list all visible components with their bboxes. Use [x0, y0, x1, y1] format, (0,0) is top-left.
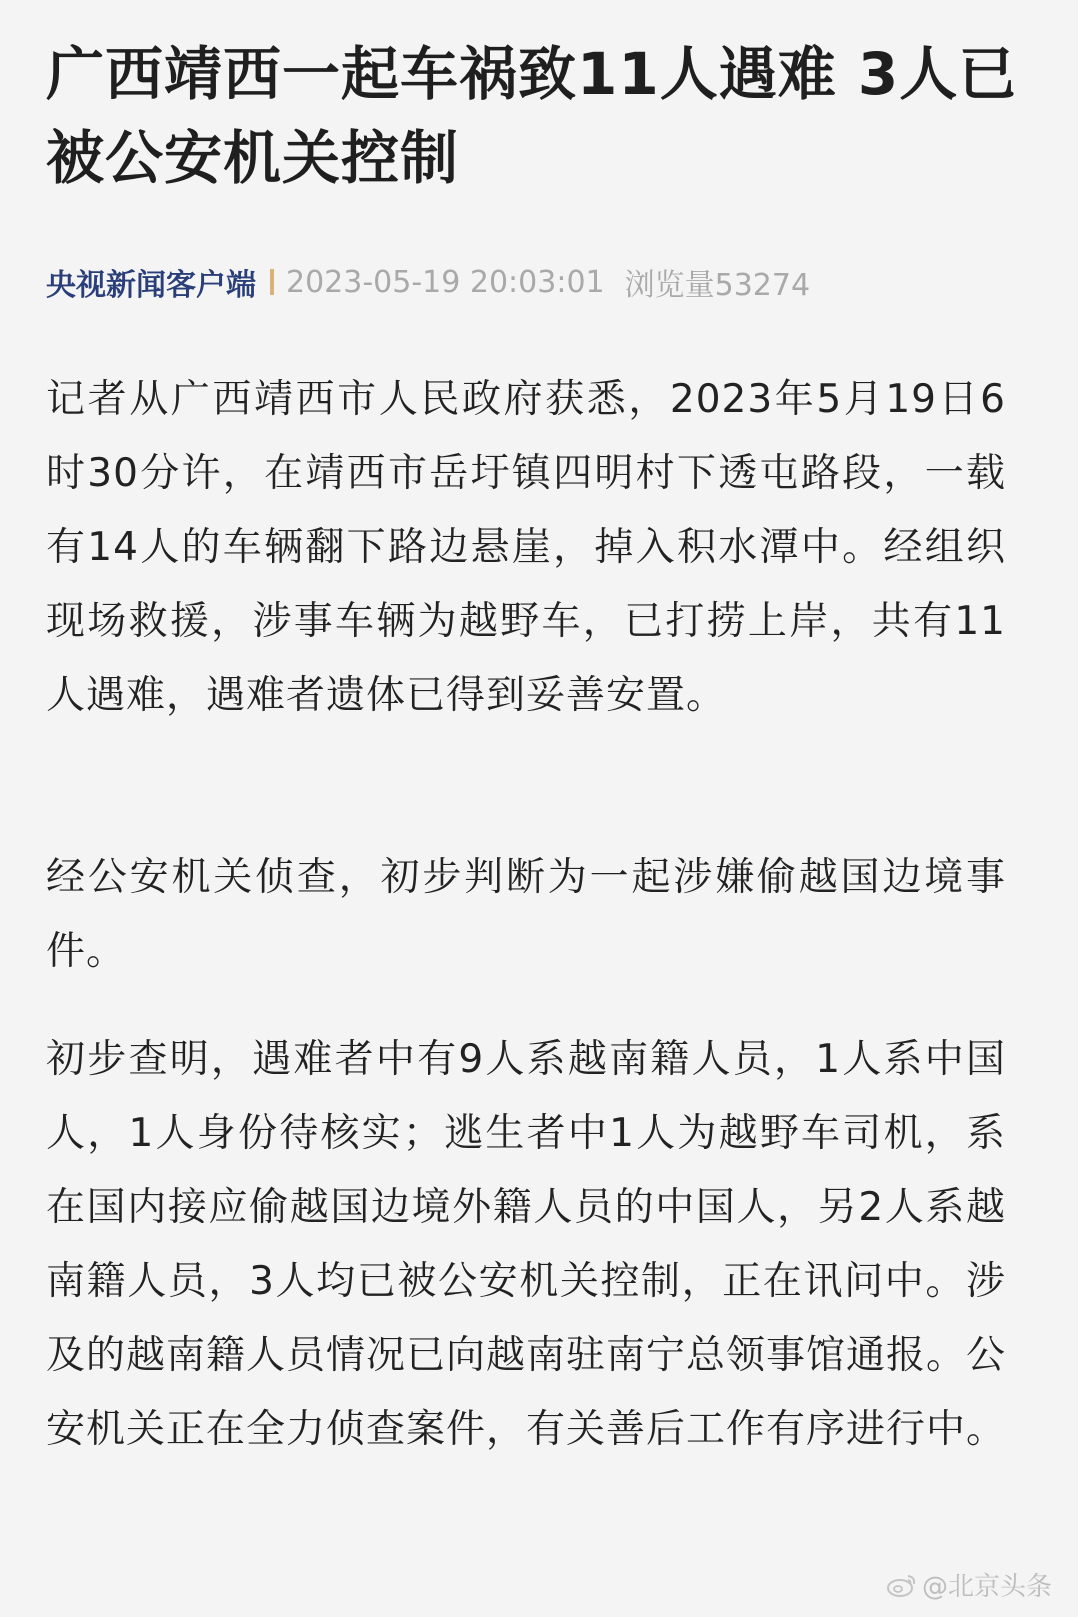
publish-datetime: 2023-05-19 20:03:01: [286, 264, 605, 300]
article-meta: [46, 262, 810, 302]
view-count: 浏览量53274: [624, 268, 811, 303]
watermark: [886, 1566, 1052, 1603]
article-title: 广西靖西一起车祸致11人遇难 3人已被公安机关控制: [46, 40, 1018, 192]
source-link[interactable]: 央视新闻客户端: [46, 268, 256, 303]
watermark-text: @北京头条: [921, 1572, 1052, 1602]
article-paragraph-3: 初步查明，遇难者中有9人系越南籍人员，1人系中国人，1人身份待核实；逃生者中1人为越野车司机，系在国内接应偷越国边境外籍人员的中国人，另2人系越南籍人员，3人均已被公安机关控制，正在讯问中。涉及的越南籍人员情况已向越南驻南宁总领事馆通报。公安机关正在全力侦查案件，有关善后工作有序进行中。: [46, 1037, 1007, 1452]
article-paragraph-2: 经公安机关侦查，初步判断为一起涉嫌偷越国边境事件。: [46, 855, 1006, 974]
meta-divider: [270, 269, 274, 295]
article-paragraph-1: 记者从广西靖西市人民政府获悉，2023年5月19日6时30分许，在靖西市岳圩镇四明村下透屯路段，一载有14人的车辆翻下路边悬崖，掉入积水潭中。经组织现场救援，涉事车辆为越野车，已打捞上岸，共有11人遇难，遇难者遗体已得到妥善安置。: [46, 377, 1006, 718]
weibo-icon: [886, 1572, 918, 1598]
